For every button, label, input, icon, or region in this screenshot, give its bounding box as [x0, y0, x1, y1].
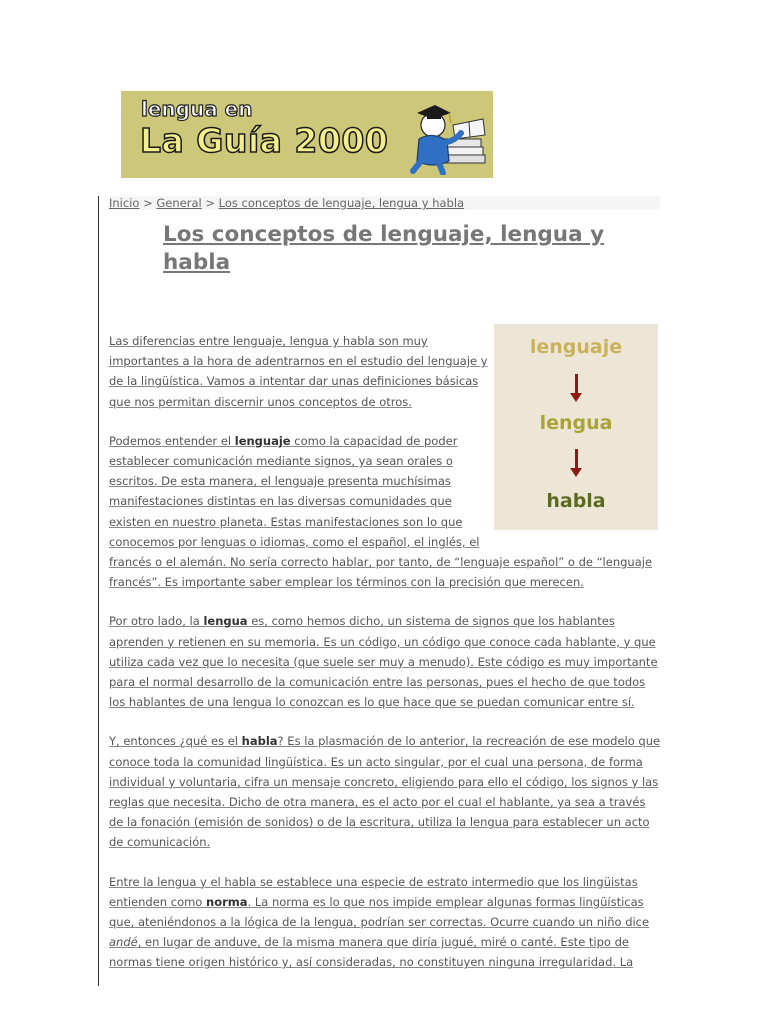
text: es, como hemos dicho, un sistema de signos que los hablantes aprenden y retienen en su memoria. Es un código, un código que conoce cada hablante, y que utiliza cada vez que lo necesita (que suele ser muy a menudo). Este código es muy importante para el normal desarrollo de la comunicación entre las personas, pues el hecho de que todos los hablantes de una lengua lo conozcan es lo que hace que se puedan comunicar entre sí.: [109, 614, 658, 710]
paragraph-lengua[interactable]: [109, 611, 661, 712]
term-habla: habla: [241, 734, 278, 749]
term-lengua: lengua: [203, 614, 248, 629]
breadcrumb-section-link[interactable]: General: [156, 196, 202, 210]
paragraph-intro[interactable]: Las diferencias entre lenguaje, lengua y habla son muy importantes a la hora de adentrarnos en el estudio del lenguaje y de la lingüística. Vamos a intentar dar unas definiciones básicas que nos permitan discernir unos conceptos de otros.: [109, 334, 488, 409]
diagram-word-habla: habla: [546, 490, 606, 512]
term-lenguaje: lenguaje: [234, 433, 291, 448]
term-norma: norma: [206, 894, 248, 909]
breadcrumb-current[interactable]: Los conceptos de lenguaje, lengua y habla: [218, 196, 465, 210]
diagram-word-lengua: lengua: [539, 412, 613, 434]
breadcrumb-home-link[interactable]: Inicio: [109, 196, 140, 210]
breadcrumb: [109, 196, 660, 210]
example-word: andé: [109, 935, 138, 950]
banner-top-text: lengua en: [141, 97, 253, 121]
image-float-spacer: [495, 331, 661, 547]
text: . La norma es lo que nos impide emplear algunas formas lingüísticas que, ateniéndonos a la lógica de la lengua, podrían ser correctas. Ocurre cuando un niño dice: [109, 894, 650, 930]
text: , en lugar de anduve, de la misma manera que diría jugué, miré o canté. Este tipo de normas tiene origen histórico y, así consideradas, no constituyen ninguna irregularidad. La: [109, 935, 634, 970]
page-left-border: [98, 196, 99, 986]
text: Y, entonces ¿qué es el: [109, 734, 242, 749]
text: Por otro lado, la: [109, 614, 204, 629]
banner-main-text: La Guía 2000: [140, 121, 389, 160]
breadcrumb-separator: >: [139, 196, 157, 210]
text: Entre la lengua y el habla se establece una especie de estrato intermedio que los lingüistas entienden como: [109, 874, 638, 909]
page-title[interactable]: Los conceptos de lenguaje, lengua y habla: [163, 222, 605, 275]
article-body: [109, 331, 661, 992]
text: ? Es la plasmación de lo anterior, la recreación de ese modelo que conoce toda la comunidad lingüística. Es un acto singular, por el cual una persona, de forma individual y voluntaria, cifra un mensaje concreto, eligiendo para ello el código, los signos y las reglas que necesita. Dicho de otra manera, es el acto por el cual el hablante, ya sea a través de la fonación (emisión de sonidos) o de la escritura, utiliza la lengua para establecer un acto de comunicación.: [109, 734, 661, 850]
diagram-word-lenguaje: lenguaje: [529, 336, 623, 358]
paragraph-habla[interactable]: [109, 731, 661, 852]
graduate-mascot-icon: [403, 95, 489, 175]
text: como la capacidad de poder establecer comunicación mediante signos, ya sean orales o escritos. De esta manera, el lenguaje presenta muchísimas manifestaciones distintas en las diversas comunidades que existen en nuestro planeta. Estas manifestaciones son lo que conocemos por lenguas o idiomas, como el español, el inglés, el francés o el alemán. No sería correcto hablar, por tanto, de “lenguaje español” o de “lenguaje francés”. Es importante saber emplear los términos con la precisión que merecen.: [109, 433, 653, 590]
site-banner[interactable]: [121, 91, 493, 178]
text: Podemos entender el: [109, 433, 235, 448]
paragraph-norma[interactable]: [109, 872, 661, 973]
breadcrumb-separator: >: [201, 196, 219, 210]
